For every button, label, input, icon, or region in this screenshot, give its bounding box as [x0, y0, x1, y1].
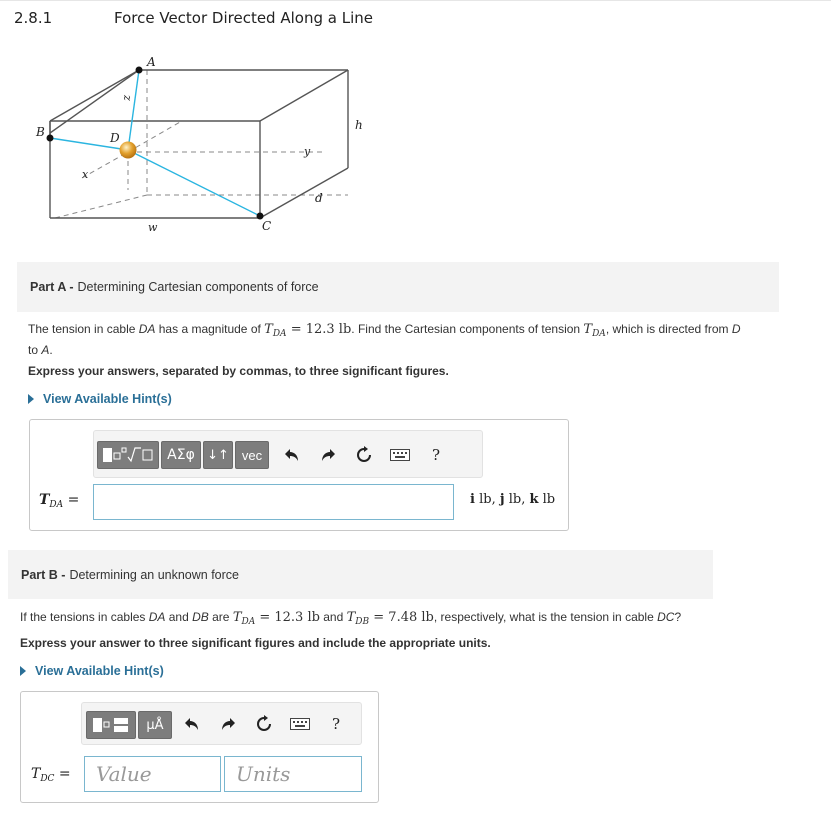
part-b-variable: $T_{DC}$ = [31, 766, 71, 784]
part-b-instruction: Express your answer to three significant figures and include the appropriate units. [20, 636, 491, 650]
expand-triangle-icon [28, 394, 34, 404]
label-x: x [82, 168, 89, 181]
templates-button[interactable] [86, 711, 136, 739]
figure-box-diagram [30, 50, 390, 240]
redo-icon[interactable] [216, 712, 240, 736]
help-button[interactable]: ? [331, 715, 341, 733]
units-button[interactable]: μÅ [138, 711, 172, 739]
redo-icon[interactable] [316, 443, 340, 467]
part-b-hint-toggle[interactable] [20, 664, 164, 678]
part-b-question: If the tensions in cables DA and DB are $T_{DA} = 12.3$ lb and $T_{DB} = 7.48$ lb, respectively, what is the tension in cable DC? [20, 610, 682, 627]
undo-icon[interactable] [280, 443, 304, 467]
reset-icon[interactable] [352, 443, 376, 467]
cable-da [128, 70, 139, 150]
part-a-title: Determining Cartesian components of force [77, 280, 319, 294]
part-a-hint-toggle[interactable] [28, 392, 172, 406]
label-c: C [262, 219, 272, 233]
expand-triangle-icon [20, 666, 26, 676]
vec-button[interactable]: vec [235, 441, 269, 469]
keyboard-icon[interactable] [288, 712, 312, 736]
symbols-button[interactable]: ΑΣφ [161, 441, 201, 469]
part-a-math-toolbar [93, 430, 483, 478]
label-z: z [121, 95, 134, 101]
units-input[interactable]: Units [224, 756, 362, 792]
part-a-units: i lb, j lb, k lb [470, 492, 556, 507]
part-b-header[interactable] [8, 550, 713, 599]
label-d: D [110, 131, 120, 145]
cable-dc [128, 150, 260, 216]
part-b-answer-box [20, 691, 379, 803]
undo-icon[interactable] [180, 712, 204, 736]
templates-icon [90, 715, 132, 735]
templates-icon [101, 445, 155, 465]
part-a-answer-input[interactable] [93, 484, 454, 520]
part-b-label: Part B - [21, 567, 66, 582]
part-b-math-toolbar [81, 702, 362, 745]
templates-button[interactable] [97, 441, 159, 469]
part-b-title: Determining an unknown force [69, 567, 239, 582]
ring-d [120, 142, 137, 159]
part-a-variable: $T_{DA}$ = [39, 492, 80, 510]
point-b [47, 135, 54, 142]
label-a: A [147, 55, 156, 69]
top-divider [0, 0, 831, 1]
section-title: Force Vector Directed Along a Line [114, 9, 373, 27]
label-h: h [355, 118, 363, 132]
part-a-question: The tension in cable DA has a magnitude of $T_{DA} = 12.3$ lb. Find the Cartesian components of tension $T_{DA}$, which is directed from D to A. [28, 322, 741, 357]
help-button[interactable]: ? [431, 446, 441, 464]
label-b: B [36, 125, 45, 139]
section-number: 2.8.1 [14, 9, 53, 27]
part-a-header[interactable] [17, 262, 779, 312]
label-w: w [148, 221, 158, 234]
value-input[interactable]: Value [84, 756, 221, 792]
reset-icon[interactable] [252, 712, 276, 736]
part-a-label: Part A - [30, 280, 74, 294]
label-d-dim: d [315, 191, 323, 205]
keyboard-icon[interactable] [388, 443, 412, 467]
point-a [136, 67, 143, 74]
part-a-answer-box [29, 419, 569, 531]
part-b-hint-label: View Available Hint(s) [35, 664, 164, 678]
label-y: y [304, 145, 311, 158]
part-a-hint-label: View Available Hint(s) [43, 392, 172, 406]
arrows-button[interactable]: ↓↑ [203, 441, 233, 469]
part-a-instruction: Express your answers, separated by commas, to three significant figures. [28, 364, 449, 378]
